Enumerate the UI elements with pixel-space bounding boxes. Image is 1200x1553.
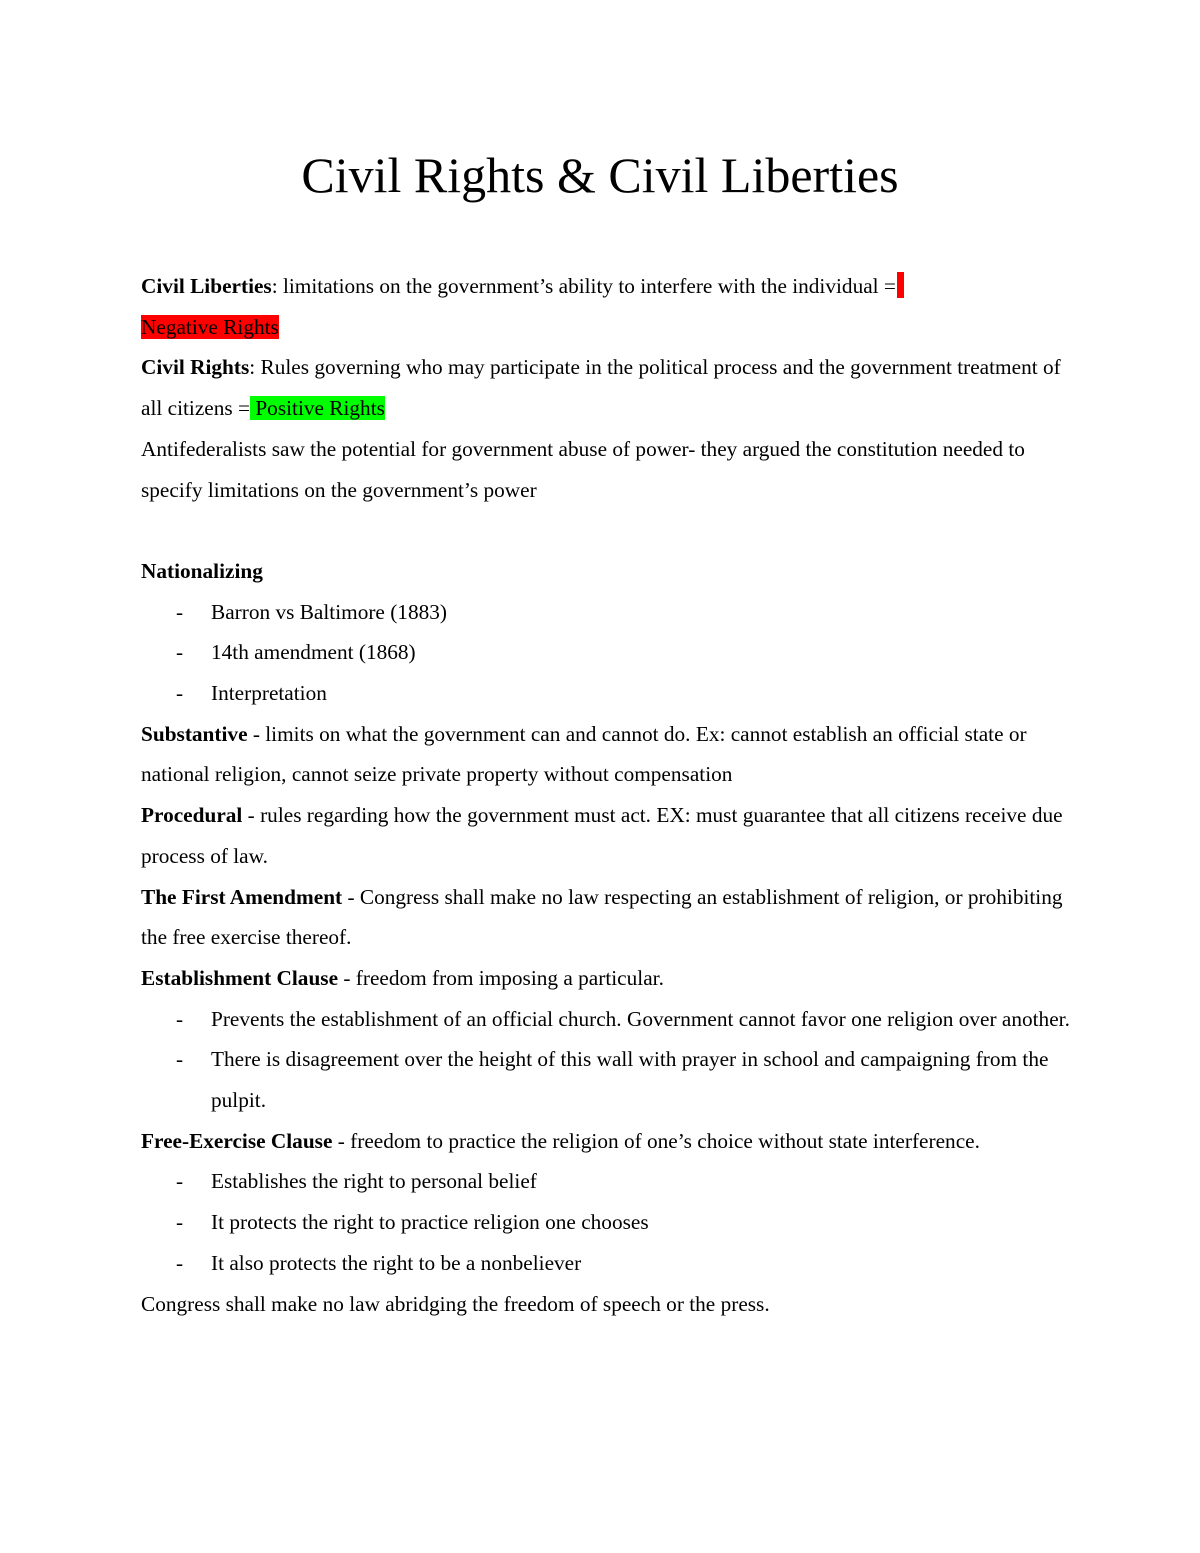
red-highlight-mark bbox=[897, 272, 904, 298]
establishment-clause-list bbox=[141, 999, 1071, 1121]
first-amendment-paragraph bbox=[141, 877, 1071, 958]
procedural-definition: - rules regarding how the government must act. EX: must guarantee that all citizens receive due process of law. bbox=[141, 803, 1063, 868]
list-item: - Barron vs Baltimore (1883) bbox=[141, 592, 1071, 633]
substantive-term: Substantive bbox=[141, 721, 248, 746]
closing-paragraph: Congress shall make no law abridging the freedom of speech or the press. bbox=[141, 1291, 770, 1316]
list-item: - There is disagreement over the height of this wall with prayer in school and campaigning from the pulpit. bbox=[141, 1039, 1071, 1120]
free-exercise-clause-paragraph bbox=[141, 1121, 1071, 1162]
civil-rights-term: Civil Rights bbox=[141, 355, 250, 380]
procedural-paragraph bbox=[141, 795, 1071, 876]
list-item: - It protects the right to practice religion one chooses bbox=[141, 1202, 1071, 1243]
document-title: Civil Rights & Civil Liberties bbox=[301, 147, 899, 203]
negative-rights-highlight: Negative Rights bbox=[141, 314, 279, 339]
establishment-clause-term: Establishment Clause bbox=[141, 965, 339, 990]
nationalizing-heading bbox=[141, 551, 1071, 592]
substantive-definition: - limits on what the government can and cannot do. Ex: cannot establish an official state or national religion, cannot seize private property without compensation bbox=[141, 721, 1027, 787]
positive-rights-highlight: Positive Rights bbox=[250, 396, 385, 421]
civil-rights-definition: : Rules governing who may participate in the political process and the government treatment of all citizens = bbox=[141, 355, 1061, 421]
list-item: - 14th amendment (1868) bbox=[141, 632, 1071, 673]
civil-liberties-paragraph bbox=[141, 266, 1071, 347]
free-exercise-clause-definition: - freedom to practice the religion of one’s choice without state interference. bbox=[332, 1128, 980, 1153]
nationalizing-term: Nationalizing bbox=[141, 558, 263, 583]
antifederalists-paragraph: Antifederalists saw the potential for government abuse of power- they argued the constitution needed to specify limitations on the government’s power bbox=[141, 436, 1025, 502]
free-exercise-clause-term: Free-Exercise Clause bbox=[141, 1128, 333, 1153]
establishment-clause-paragraph bbox=[141, 958, 1071, 999]
procedural-term: Procedural bbox=[141, 803, 243, 828]
document-body bbox=[141, 266, 1071, 1324]
list-item: - Interpretation bbox=[141, 673, 1071, 714]
civil-liberties-term: Civil Liberties bbox=[141, 274, 272, 298]
free-exercise-clause-list bbox=[141, 1161, 1071, 1283]
blank-line bbox=[141, 510, 1071, 551]
list-item: - It also protects the right to be a nonbeliever bbox=[141, 1243, 1071, 1284]
list-item: - Prevents the establishment of an official church. Government cannot favor one religion over another. bbox=[141, 999, 1071, 1040]
nationalizing-list bbox=[141, 592, 1071, 714]
civil-liberties-definition: : limitations on the government’s ability to interfere with the individual = bbox=[271, 274, 896, 298]
list-item: - Establishes the right to personal belief bbox=[141, 1161, 1071, 1202]
first-amendment-definition: - Congress shall make no law respecting an establishment of religion, or prohibiting the free exercise thereof. bbox=[141, 884, 1063, 950]
establishment-clause-definition: - freedom from imposing a particular. bbox=[338, 965, 664, 990]
civil-rights-paragraph bbox=[141, 347, 1071, 428]
substantive-paragraph bbox=[141, 714, 1071, 795]
first-amendment-term: The First Amendment bbox=[141, 884, 343, 909]
